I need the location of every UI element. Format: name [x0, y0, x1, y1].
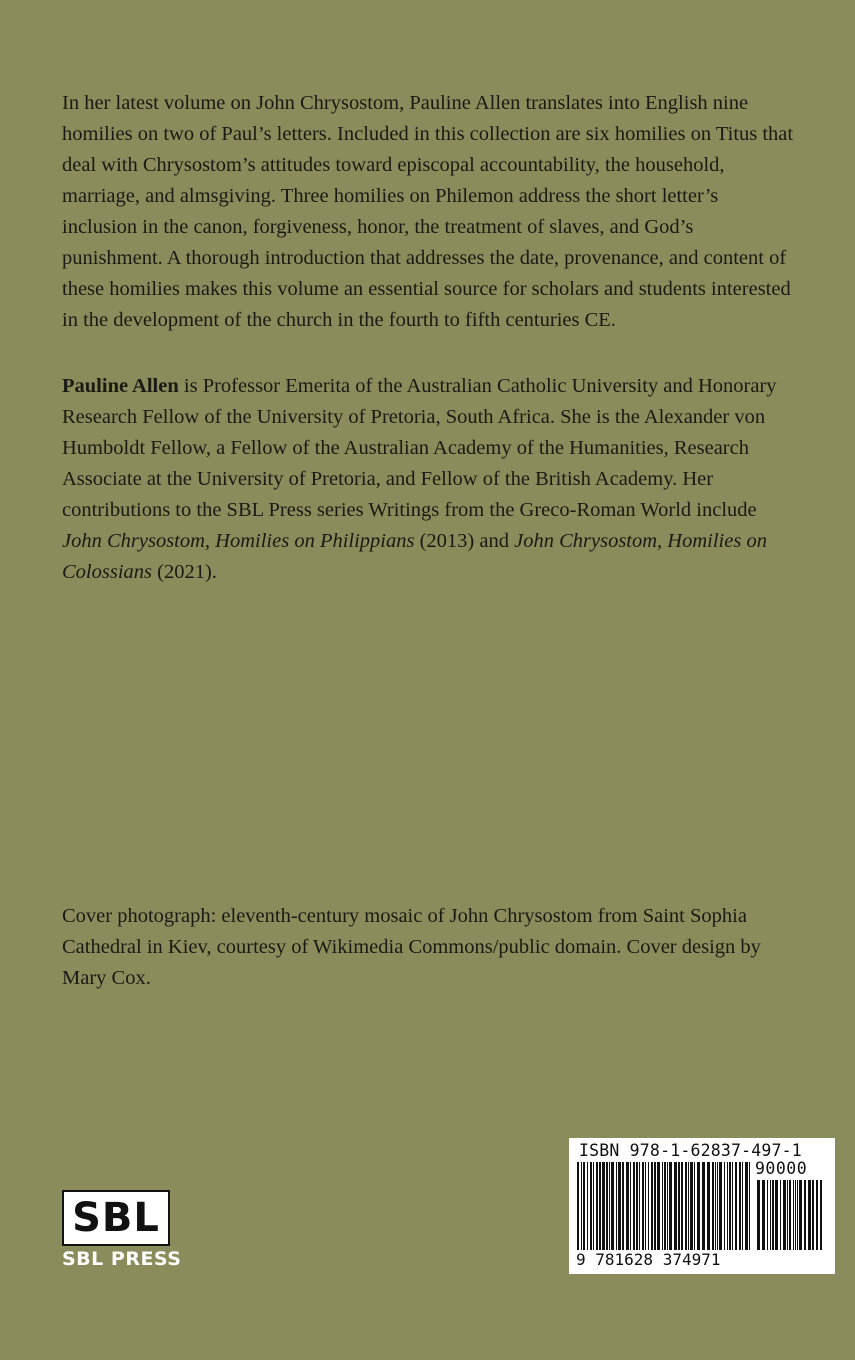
barcode-bar — [690, 1162, 693, 1250]
barcode-bar — [707, 1162, 710, 1250]
barcode-bar — [593, 1162, 594, 1250]
barcode-bar — [587, 1162, 588, 1250]
author-bio — [62, 371, 798, 588]
barcode-bar — [626, 1162, 629, 1250]
barcode-bar — [697, 1162, 700, 1250]
barcode-bar — [678, 1162, 680, 1250]
price-addon-digits: 90000 — [755, 1159, 808, 1178]
barcode-bar — [642, 1162, 644, 1250]
design-credit: Cover design by Mary Cox. — [62, 936, 761, 989]
barcode-bar — [795, 1180, 796, 1250]
isbn-label: ISBN 978-1-62837-497-1 — [579, 1141, 802, 1160]
barcode-bar — [770, 1180, 771, 1250]
barcode-bar — [662, 1162, 663, 1250]
barcode-bar — [762, 1180, 765, 1250]
barcode-bar — [739, 1162, 741, 1250]
barcode-bar — [715, 1162, 716, 1250]
barcode-bar — [804, 1180, 806, 1250]
barcode-bar — [717, 1162, 718, 1250]
barcode-bar — [793, 1180, 794, 1250]
barcode-bar — [780, 1180, 781, 1250]
isbn-barcode — [569, 1138, 835, 1274]
barcode-bar — [787, 1180, 788, 1250]
bio-text-2: (2013) and — [414, 530, 515, 552]
barcode-bar — [799, 1180, 802, 1250]
cover-credits — [62, 901, 798, 994]
book-description: In her latest volume on John Chrysostom, Pauline Allen translates into English nine homilies on two of Paul’s letters. Included in this collection are six homilies on Titus that deal with Chrysostom’s attitudes toward episcopal accountability, the household, marriage, and almsgiving. Three homilies on Philemon address the short letter’s inclusion in the canon, forgiveness, honor, the treatment of slaves, and God’s punishment. A thorough introduction that addresses the date, provenance, and content of these homilies makes this volume an essential source for scholars and students interested in the development of the church in the fourth to fifth centuries CE. — [62, 92, 794, 331]
barcode-bar — [669, 1162, 672, 1250]
barcode-bar — [667, 1162, 668, 1250]
barcode-bar — [757, 1180, 760, 1250]
bio-text-1: is Professor Emerita of the Australian Catholic University and Honorary Research Fellow of the University of Pretoria, South Africa. She is the Alexander von Humboldt Fellow, a Fellow of the Australian Academy of the Humanities, Research Associate at the University of Pretoria, and Fellow of the British Academy. Her contributions to the SBL Press series Writings from the Greco-Roman World include — [62, 375, 777, 521]
barcode-bar — [596, 1162, 598, 1250]
barcode-bar — [609, 1162, 610, 1250]
barcode-bar — [797, 1180, 798, 1250]
barcode-bar — [664, 1162, 666, 1250]
barcode-bar — [712, 1162, 714, 1250]
barcode-bar — [681, 1162, 683, 1250]
barcode-bar — [583, 1162, 585, 1250]
barcode-bar — [633, 1162, 635, 1250]
barcode-bar — [789, 1180, 791, 1250]
barcode-bar — [618, 1162, 621, 1250]
barcode-bar — [772, 1180, 774, 1250]
barcode-bar — [622, 1162, 624, 1250]
barcode-bar — [648, 1162, 649, 1250]
barcode-bar — [820, 1180, 822, 1250]
ean-barcode-bars — [577, 1162, 753, 1250]
barcode-bar — [694, 1162, 695, 1250]
barcode-bar — [645, 1162, 646, 1250]
barcode-bar — [719, 1162, 722, 1250]
barcode-bar — [816, 1180, 818, 1250]
sbl-press-wordmark: SBL PRESS — [62, 1248, 182, 1270]
photo-credit: Cover photograph: eleventh-century mosaic of John Chrysostom from Saint Sophia Cathedral in Kiev, courtesy of Wikimedia Commons/public domain. — [62, 905, 747, 958]
barcode-bar — [654, 1162, 656, 1250]
barcode-bar — [606, 1162, 608, 1250]
barcode-bar — [616, 1162, 617, 1250]
barcode-bar — [735, 1162, 737, 1250]
sbl-press-logo — [62, 1190, 182, 1278]
bio-title-colossians: John Chrysostom, Homilies on Colossians — [62, 530, 767, 583]
barcode-bar — [611, 1162, 614, 1250]
barcode-bar — [775, 1180, 778, 1250]
barcode-bar — [745, 1162, 748, 1250]
barcode-bar — [812, 1180, 814, 1250]
barcode-bar — [783, 1180, 786, 1250]
barcode-bar — [702, 1162, 705, 1250]
barcode-bar — [577, 1162, 579, 1250]
barcode-bar — [688, 1162, 689, 1250]
barcode-bar — [657, 1162, 660, 1250]
barcode-bar — [685, 1162, 687, 1250]
bio-text-3: (2021). — [152, 561, 217, 583]
barcode-bar — [651, 1162, 653, 1250]
barcode-bar — [639, 1162, 640, 1250]
barcode-bar — [636, 1162, 638, 1250]
barcode-bar — [630, 1162, 631, 1250]
barcode-bar — [729, 1162, 731, 1250]
barcode-bar — [674, 1162, 677, 1250]
ean-digits: 9 781628 374971 — [576, 1250, 721, 1269]
barcode-bar — [727, 1162, 728, 1250]
barcode-bar — [742, 1162, 743, 1250]
addon-barcode-bars — [757, 1180, 827, 1250]
sbl-logo-mark: SBL — [62, 1190, 170, 1246]
barcode-bar — [808, 1180, 811, 1250]
barcode-bar — [602, 1162, 605, 1250]
barcode-bar — [749, 1162, 750, 1250]
barcode-bar — [732, 1162, 733, 1250]
barcode-bar — [581, 1162, 582, 1250]
bio-title-philippians: John Chrysostom, Homilies on Philippians — [62, 530, 415, 552]
barcode-bar — [724, 1162, 725, 1250]
author-name: Pauline Allen — [62, 375, 179, 397]
barcode-bar — [590, 1162, 592, 1250]
barcode-bar — [599, 1162, 601, 1250]
barcode-bar — [767, 1180, 768, 1250]
